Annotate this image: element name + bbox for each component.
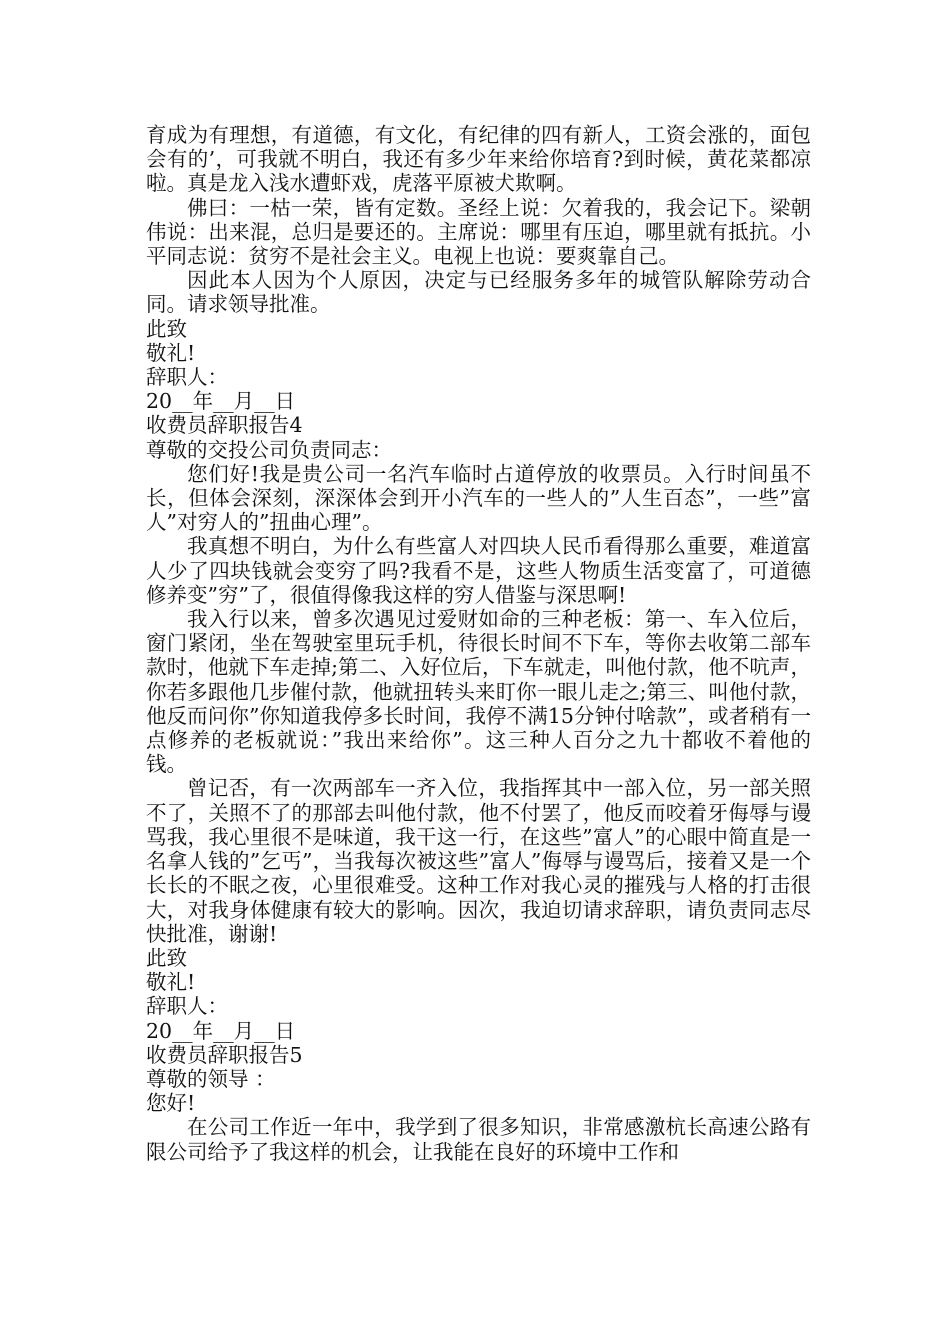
closing-salutation: 此致 xyxy=(146,316,187,341)
greeting-line: 尊敬的交投公司负责同志： xyxy=(146,437,392,462)
signature-label: 辞职人： xyxy=(146,365,228,390)
date-line: 20__年__月__日 xyxy=(146,1018,296,1043)
paragraph-gratitude: 在公司工作近一年中，我学到了很多知识，非常感激杭长高速公路有限公司给予了我这样的机会，让我能在良好的环境中工作和 xyxy=(146,1115,811,1164)
closing-salutation: 此致 xyxy=(146,945,187,970)
closing-regards: 敬礼! xyxy=(146,340,196,365)
document-body xyxy=(146,123,811,1164)
paragraph-incident: 曾记否，有一次两部车一齐入位，我指挥其中一部入位，另一部关照不了，关照不了的那部去叫他付款，他不付罢了，他反而咬着牙侮辱与谩骂我，我心里很不是味道，我干这一行，在这些”富人”的心眼中简直是一名拿人钱的”乞丐”，当我每次被这些”富人”侮辱与谩骂后，接着又是一个长长的不眠之夜，心里很难受。这种工作对我心灵的摧残与人格的打击很大，对我身体健康有较大的影响。因次，我迫切请求辞职，请负责同志尽快批准，谢谢! xyxy=(146,776,811,946)
paragraph-reflection: 我真想不明白，为什么有些富人对四块人民币看得那么重要，难道富人少了四块钱就会变穷了吗?我看不是，这些人物质生活变富了，可道德修养变”穷”了，很值得像我这样的穷人借鉴与深思啊! xyxy=(146,534,811,607)
greeting-line: 尊敬的领导 ： xyxy=(146,1066,276,1091)
paragraph-1: 育成为有理想，有道德，有文化，有纪律的四有新人，工资会涨的，面包会有的’，可我就不明白，我还有多少年来给你培育?到时候，黄花菜都凉啦。真是龙入浅水遭虾戏，虎落平原被犬欺啊。 xyxy=(146,123,811,196)
paragraph-3: 因此本人因为个人原因，决定与已经服务多年的城管队解除劳动合同。请求领导批准。 xyxy=(146,268,811,317)
section-title-4: 收费员辞职报告4 xyxy=(146,413,303,438)
signature-label: 辞职人： xyxy=(146,994,228,1019)
paragraph-2: 佛曰：一枯一荣，皆有定数。圣经上说：欠着我的，我会记下。梁朝伟说：出来混，总归是要还的。主席说：哪里有压迫，哪里就有抵抗。小平同志说：贫穷不是社会主义。电视上也说：要爽靠自己。 xyxy=(146,195,811,269)
hello-line: 您好! xyxy=(146,1091,196,1116)
paragraph-three-bosses: 我入行以来，曾多次遇见过爱财如命的三种老板：第一、车入位后，窗门紧闭，坐在驾驶室里玩手机，待很长时间不下车，等你去收第二部车款时，他就下车走掉;第二、入好位后，下车就走，叫他付款，他不吭声，你若多跟他几步催付款，他就扭转头来盯你一眼儿走之;第三、叫他付款，他反而问你”你知道我停多长时间，我停不满15分钟付啥款”，或者稍有一点修养的老板就说：”我出来给你”。这三种人百分之九十都收不着他的钱。 xyxy=(146,607,811,777)
section-title-5: 收费员辞职报告5 xyxy=(146,1042,303,1067)
paragraph-intro: 您们好!我是贵公司一名汽车临时占道停放的收票员。入行时间虽不长，但体会深刻，深深体会到开小汽车的一些人的”人生百态”，一些”富人”对穷人的”扭曲心理”。 xyxy=(146,461,811,535)
closing-regards: 敬礼! xyxy=(146,970,196,995)
date-line: 20__年__月__日 xyxy=(146,389,296,414)
